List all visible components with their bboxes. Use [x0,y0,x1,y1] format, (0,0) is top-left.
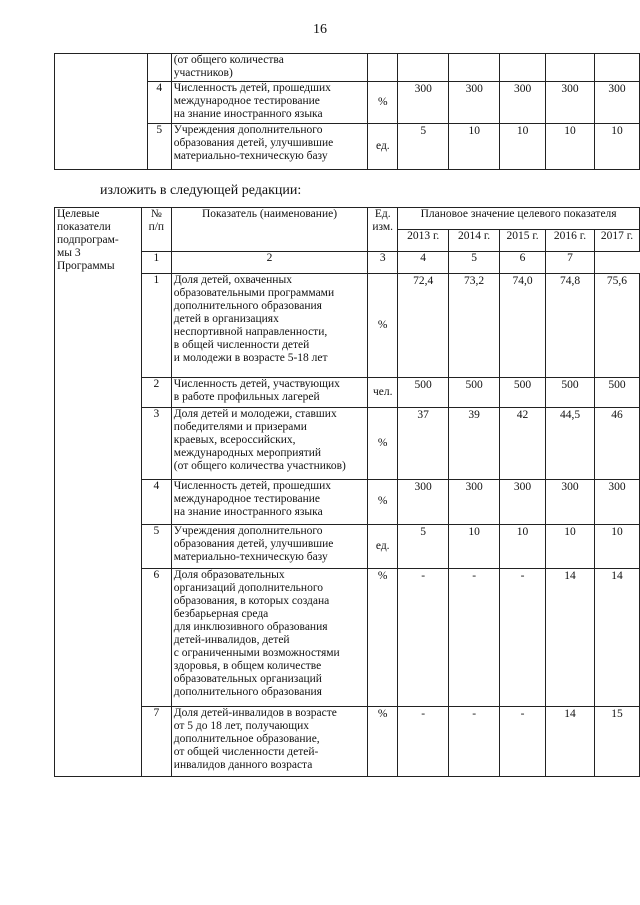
row-number: 4 [141,479,171,524]
value-cell: 5 [398,524,449,568]
unit-cell: % [368,273,398,377]
value-cell [449,54,500,82]
main-table [54,207,640,777]
value-cell: - [449,568,500,706]
table-row [55,407,640,479]
indicator-label: Учреждения дополнительного образования детей, улучшившие материально-техническую базу [171,124,368,170]
unit-cell: % [368,407,398,479]
column-number: 1 [141,251,171,273]
row-number: 5 [147,124,171,170]
unit-cell: ед. [368,124,398,170]
value-cell: 300 [398,82,449,124]
value-cell: 74,8 [546,273,595,377]
year-header: 2014 г. [449,229,500,251]
value-cell: 37 [398,407,449,479]
value-cell: 10 [500,524,546,568]
row-number: 2 [141,377,171,407]
row-number: 3 [141,407,171,479]
unit-header: Ед. изм. [368,208,398,252]
value-cell: 300 [546,479,595,524]
row-number: 1 [141,273,171,377]
indicator-label: Доля детей-инвалидов в возрасте от 5 до 18 лет, получающих дополнительное образование, от общей численности детей- инвалидов данного возраста [171,706,367,776]
indicator-label: Численность детей, участвующих в работе профильных лагерей [171,377,367,407]
value-cell: 300 [594,479,639,524]
row-number [147,54,171,82]
year-header: 2015 г. [500,229,546,251]
row-number: 6 [141,568,171,706]
value-cell [500,54,546,82]
value-cell [594,54,639,82]
value-cell: 500 [594,377,639,407]
continued-table [54,53,640,170]
value-cell: 10 [594,524,639,568]
indicator-label: Численность детей, прошедших международное тестирование на знание иностранного языка [171,479,367,524]
column-numbers-row [55,251,640,273]
value-cell: 73,2 [449,273,500,377]
column-number: 6 [500,251,546,273]
empty-cell [55,54,148,170]
indicator-label: Численность детей, прошедших международное тестирование на знание иностранного языка [171,82,368,124]
value-cell: - [398,568,449,706]
value-cell: 46 [594,407,639,479]
year-header: 2013 г. [398,229,449,251]
indicator-label: (от общего количества участников) [171,54,368,82]
target-indicators-header: Целевые показатели подпрограм- мы 3 Программы [55,208,142,274]
value-cell: 300 [398,479,449,524]
value-cell: 44,5 [546,407,595,479]
value-cell: 300 [449,479,500,524]
intro-text: изложить в следующей редакции: [100,183,302,198]
value-cell: 10 [449,124,500,170]
indicator-label: Доля детей, охваченных образовательными программами дополнительного образования детей в организациях неспортивной направленности, в общей численности детей и молодежи в возрасте 5-18 лет [171,273,367,377]
unit-cell [368,54,398,82]
table-row [55,706,640,776]
empty-cell [55,273,142,776]
value-cell: - [500,568,546,706]
table-row [55,54,640,82]
value-cell: 300 [500,479,546,524]
year-header: 2017 г. [594,229,639,251]
value-cell: 500 [449,377,500,407]
value-cell: 14 [546,706,595,776]
value-cell: - [449,706,500,776]
indicator-label: Доля образовательных организаций дополнительного образования, в которых создана безбарьерная среда для инклюзивного образования детей-инвалидов, детей с ограниченными возможностями здоровья, в общем количестве образовательных организаций дополнительного образования [171,568,367,706]
unit-cell: ед. [368,524,398,568]
value-cell: 74,0 [500,273,546,377]
unit-cell: % [368,706,398,776]
column-number: 7 [546,251,595,273]
value-cell: 10 [546,524,595,568]
column-number: 4 [398,251,449,273]
value-cell: - [500,706,546,776]
column-number: 5 [449,251,500,273]
value-cell: 42 [500,407,546,479]
number-header: № п/п [141,208,171,252]
row-number: 5 [141,524,171,568]
value-cell: 500 [546,377,595,407]
value-cell: - [398,706,449,776]
value-cell: 15 [594,706,639,776]
value-cell: 300 [500,82,546,124]
value-cell [546,54,595,82]
value-cell: 75,6 [594,273,639,377]
table-row [55,273,640,377]
column-number: 2 [171,251,367,273]
table-row [55,377,640,407]
indicator-label: Доля детей и молодежи, ставших победителями и призерами краевых, всероссийских, международных мероприятий (от общего количества участников) [171,407,367,479]
value-cell: 10 [449,524,500,568]
value-cell: 500 [398,377,449,407]
value-cell: 300 [546,82,595,124]
value-cell: 10 [500,124,546,170]
table-row [55,568,640,706]
value-cell: 14 [594,568,639,706]
value-cell: 10 [594,124,639,170]
value-cell: 300 [594,82,639,124]
value-cell: 10 [546,124,595,170]
table-row [55,479,640,524]
unit-cell: % [368,82,398,124]
column-number: 3 [368,251,398,273]
value-cell: 5 [398,124,449,170]
unit-cell: % [368,568,398,706]
unit-cell: % [368,479,398,524]
year-header: 2016 г. [546,229,595,251]
page-number: 16 [313,22,327,37]
value-cell [398,54,449,82]
row-number: 7 [141,706,171,776]
unit-cell: чел. [368,377,398,407]
value-cell: 72,4 [398,273,449,377]
value-cell: 39 [449,407,500,479]
value-cell: 500 [500,377,546,407]
row-number: 4 [147,82,171,124]
value-cell: 14 [546,568,595,706]
table-row [55,524,640,568]
value-cell: 300 [449,82,500,124]
indicator-label: Учреждения дополнительного образования детей, улучшившие материально-техническую базу [171,524,367,568]
indicator-header: Показатель (наименование) [171,208,367,252]
header-row [55,208,640,230]
planned-value-header: Плановое значение целевого показателя [398,208,640,230]
